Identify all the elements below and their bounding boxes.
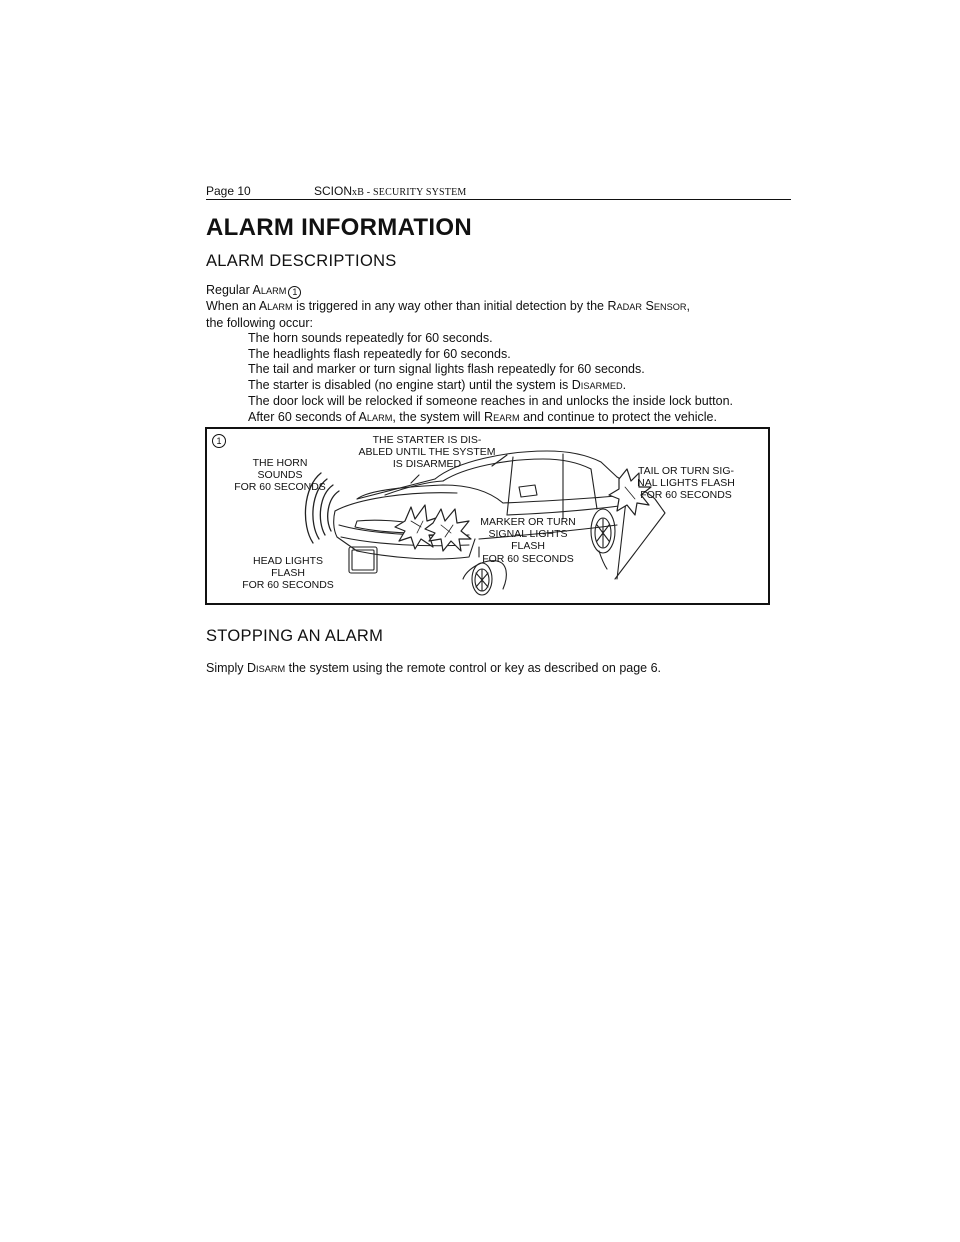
list-item: The horn sounds repeatedly for 60 seconds. (248, 331, 493, 345)
callout-headlights: HEAD LIGHTS FLASH FOR 60 SECONDS (242, 555, 334, 592)
list-item: The tail and marker or turn signal lights flash repeatedly for 60 seconds. (248, 362, 645, 377)
callout-starter: THE STARTER IS DIS- ABLED UNTIL THE SYSTEM IS DISARMED (358, 434, 496, 471)
callout-tail-lights: TAIL OR TURN SIG- NAL LIGHTS FLASH FOR 60 SECONDS (637, 465, 735, 502)
page-title: ALARM INFORMATION (206, 214, 472, 241)
alarm-illustration (205, 427, 770, 605)
list-item: The starter is disabled (no engine start) until the system is DISARMED. (248, 377, 627, 392)
page-header (206, 183, 791, 200)
intro-paragraph: When an ALARM is triggered in any way other than initial detection by the RADAR SENSOR, the following occur: (206, 299, 690, 330)
list-item: After 60 seconds of ALARM, the system will REARM and continue to protect the vehicle. (248, 409, 717, 424)
callout-horn: THE HORN SOUNDS FOR 60 SECONDS (234, 457, 326, 494)
stopping-alarm-paragraph: Simply DISARM the system using the remote control or key as described on page 6. (206, 661, 662, 675)
page-number: Page 10 (206, 184, 251, 198)
figure-number-badge: 1 (212, 434, 226, 448)
alarm-effects-list (248, 331, 733, 427)
list-item: The door lock will be relocked if someone reaches in and unlocks the inside lock button. (248, 394, 733, 409)
header-model: xB - SECURITY SYSTEM (352, 187, 467, 198)
section-heading-alarm-descriptions: ALARM DESCRIPTIONS (206, 252, 397, 270)
regular-alarm-subheading: Regular ALARM 1 (206, 283, 301, 300)
figure-ref-badge: 1 (288, 286, 301, 299)
brand-name: SCION (314, 184, 353, 198)
section-heading-stopping-alarm: STOPPING AN ALARM (206, 627, 384, 645)
list-item: The headlights flash repeatedly for 60 seconds. (248, 346, 511, 361)
header-brand (314, 184, 467, 198)
callout-marker-lights: MARKER OR TURN SIGNAL LIGHTS FLASH FOR 60 SECONDS (480, 516, 576, 565)
